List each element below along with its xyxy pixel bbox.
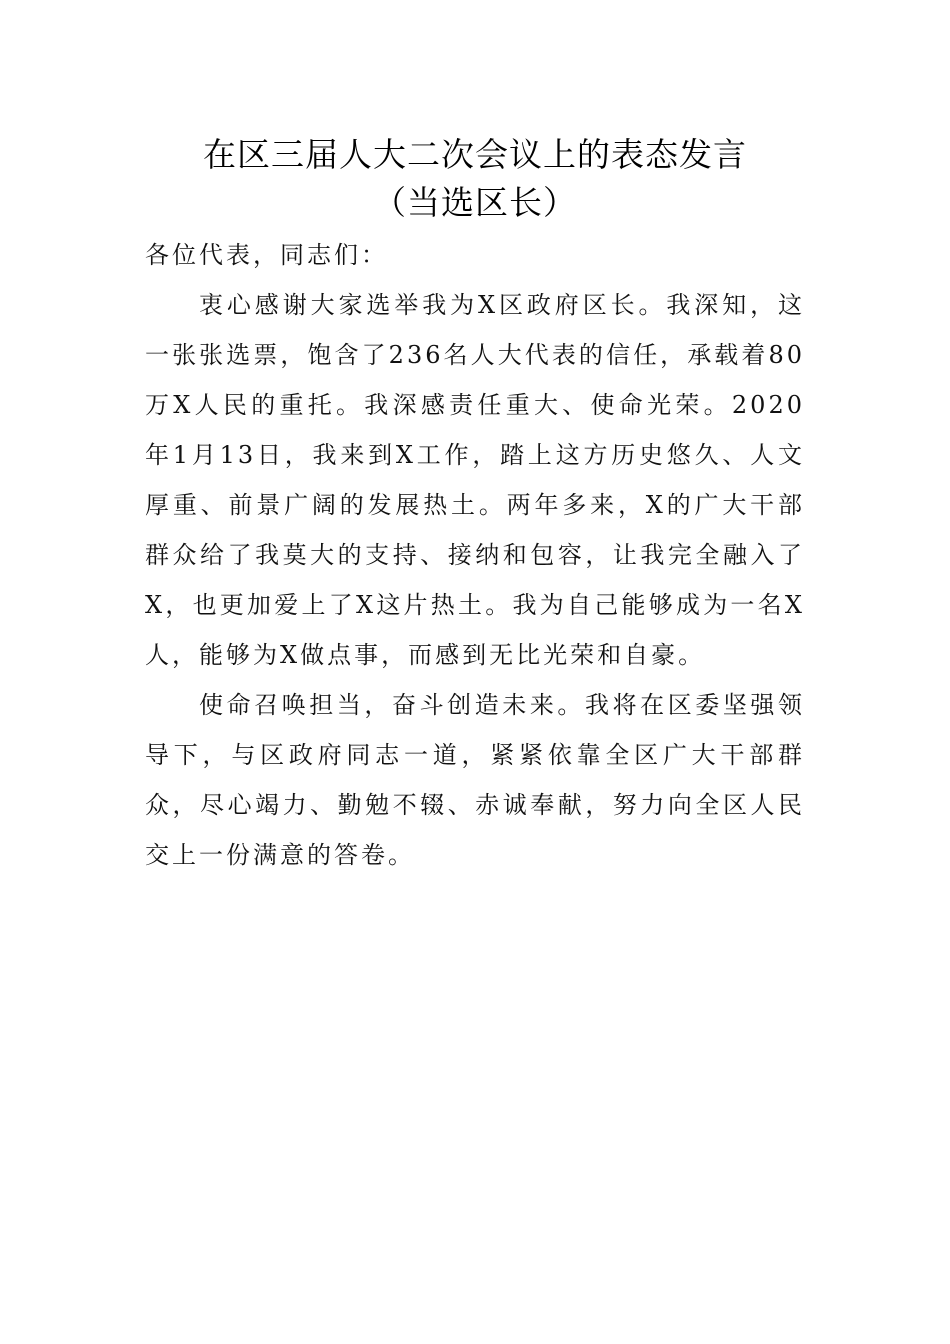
document-title: 在区三届人大二次会议上的表态发言 (203, 135, 747, 174)
document-body (145, 230, 805, 880)
paragraph-2: 使命召唤担当，奋斗创造未来。我将在区委坚强领导下，与区政府同志一道，紧紧依靠全区广大干部群众，尽心竭力、勤勉不辍、赤诚奉献，努力向全区人民交上一份满意的答卷。 (145, 691, 805, 869)
paragraph-1: 衷心感谢大家选举我为X区政府区长。我深知，这一张张选票，饱含了236名人大代表的信任，承载着80万X人民的重托。我深感责任重大、使命光荣。2020年1月13日，我来到X工作，踏上这方历史悠久、人文厚重、前景广阔的发展热土。两年多来，X的广大干部群众给了我莫大的支持、接纳和包容，让我完全融入了X，也更加爱上了X这片热土。我为自己能够成为一名X人，能够为X做点事，而感到无比光荣和自豪。 (145, 291, 805, 669)
document-subtitle: （当选区长） (373, 183, 577, 222)
salutation: 各位代表，同志们： (145, 241, 388, 269)
